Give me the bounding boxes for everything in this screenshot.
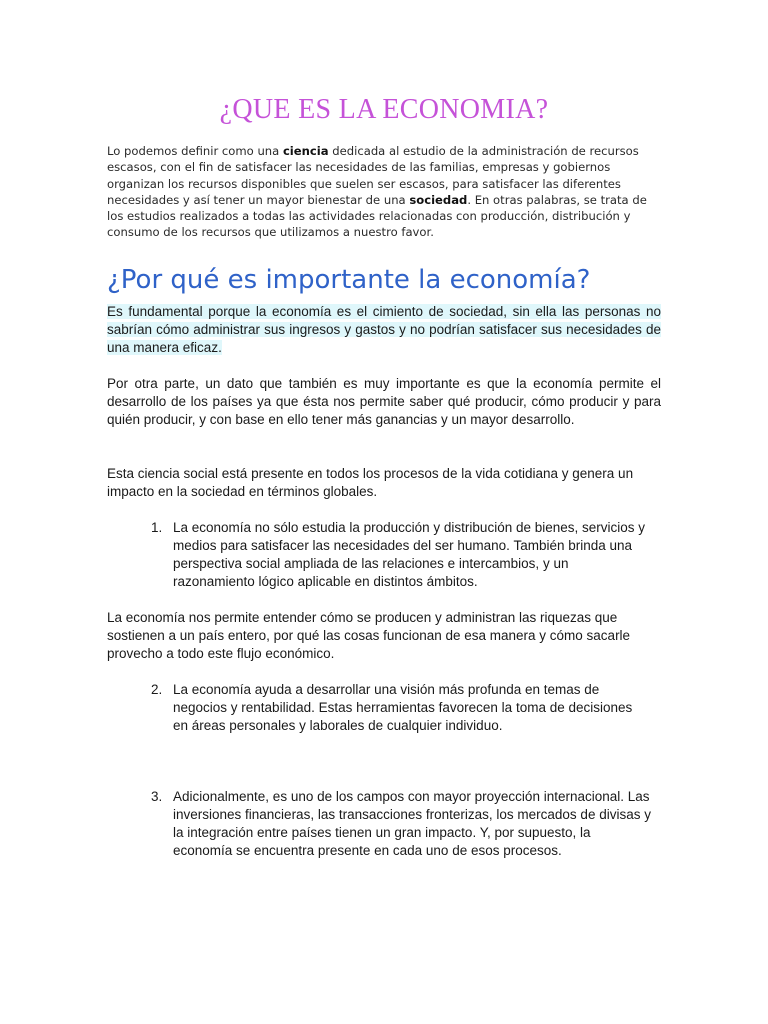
list-item-1 bbox=[151, 519, 651, 591]
list-text-1: La economía no sólo estudia la producción y distribución de bienes, servicios y medios para satisfacer las necesidades del ser humano. También brinda una perspectiva social ampliada de las relaciones e intercambios, y un razonamiento lógico aplicable en distintos ámbitos. bbox=[173, 520, 646, 589]
highlighted-text: Es fundamental porque la economía es el cimiento de sociedad, sin ella las personas no sabrían cómo administrar sus ingresos y gastos y no podrían satisfacer sus necesidades de una manera eficaz. bbox=[107, 304, 661, 355]
list-number-2: 2. bbox=[151, 682, 163, 697]
intro-text-2: dedicada al estudio de la administración de recursos escasos, con el fin de satisfacer las necesidades de las familias, empresas y gobiernos organizan los recursos disponibles que suelen ser escasos, para satisfacer las diferentes necesidades y así tener un mayor bienestar de una bbox=[107, 144, 639, 207]
highlighted-paragraph bbox=[107, 303, 661, 357]
list-item-2 bbox=[151, 681, 651, 735]
list-text-3: Adicionalmente, es uno de los campos con mayor proyección internacional. Las inversiones financieras, las transacciones fronterizas, los mercados de divisas y la integración entre países tienen un gran impacto. Y, por supuesto, la economía se encuentra presente en cada uno de esos procesos. bbox=[173, 789, 651, 858]
page-title: ¿QUE ES LA ECONOMIA? bbox=[219, 94, 549, 125]
intro-bold-ciencia: ciencia bbox=[282, 144, 329, 158]
paragraph-wealth: La economía nos permite entender cómo se producen y administran las riquezas que sostienen a un país entero, por qué las cosas funcionan de esa manera y cómo sacarle provecho a todo este flujo económico. bbox=[107, 610, 631, 661]
list-item-3 bbox=[151, 788, 651, 860]
intro-bold-sociedad: sociedad bbox=[409, 192, 468, 207]
paragraph-social-science: Esta ciencia social está presente en todos los procesos de la vida cotidiana y genera un impacto en la sociedad en términos globales. bbox=[107, 466, 634, 499]
section-heading: ¿Por qué es importante la economía? bbox=[107, 265, 591, 295]
list-number-1: 1. bbox=[151, 520, 163, 535]
intro-text-3: . En otras palabras, se trata de los estudios realizados a todas las actividades relacionadas con producción, distribución y consumo de los recursos que utilizamos a nuestro favor. bbox=[107, 192, 647, 240]
list-text-2: La economía ayuda a desarrollar una visión más profunda en temas de negocios y rentabilidad. Estas herramientas favorecen la toma de decisiones en áreas personales y laborales de cualquier individuo. bbox=[173, 682, 633, 733]
paragraph-development: Por otra parte, un dato que también es muy importante es que la economía permite el desarrollo de los países ya que ésta nos permite saber qué producir, cómo producir y para quién producir, y con base en ello tener más ganancias y un mayor desarrollo. bbox=[107, 376, 661, 427]
intro-text-1: Lo podemos definir como una bbox=[107, 144, 283, 158]
intro-paragraph bbox=[107, 143, 661, 241]
list-number-3: 3. bbox=[151, 789, 163, 804]
